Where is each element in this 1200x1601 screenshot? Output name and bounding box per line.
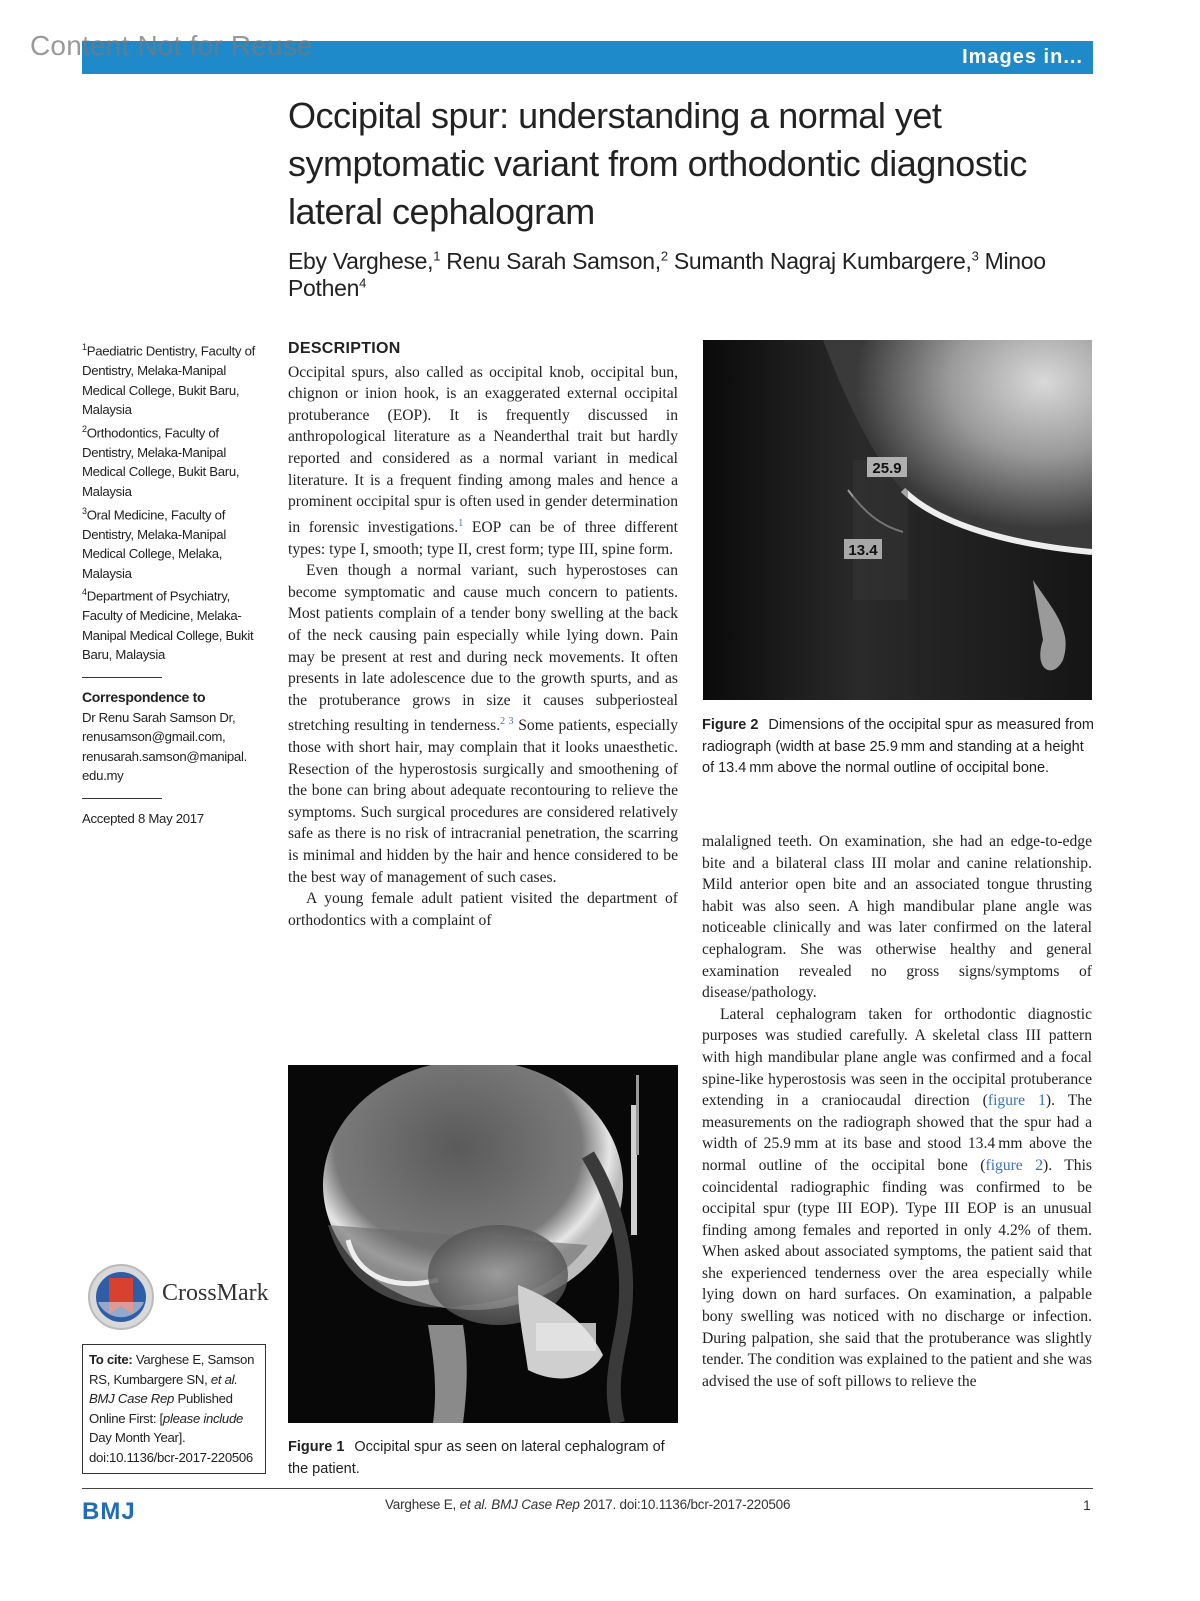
watermark: Content Not for Reuse	[30, 30, 313, 61]
affiliation: $^3$Oral Medicine, Faculty of Dentistry, Melaka-Manipal Medical College, Melaka, Malaysia	[82, 505, 226, 581]
affiliation: $^4$Department of Psychiatry, Faculty of Medicine, Melaka-Manipal Medical College, Bukit Baru, Malaysia	[82, 587, 254, 663]
paragraph: A young female adult patient visited the department of orthodontics with a complaint of	[288, 890, 678, 929]
author-name: Minoo Pothen	[288, 248, 1046, 301]
affiliation: $^2$Orthodontics, Faculty of Dentistry, Melaka-Manipal Medical College, Bukit Baru, Malaysia	[82, 423, 240, 499]
crossmark-badge[interactable]	[86, 1262, 276, 1332]
measurement-label-width	[867, 457, 907, 477]
figure-label: Figure 2	[702, 717, 759, 733]
divider	[82, 677, 162, 678]
svg-text:25.9: 25.9	[872, 460, 902, 477]
footer-citation: Varghese E, et al. BMJ Case Rep 2017. doi:10.1136/bcr-2017-220506	[385, 1497, 791, 1512]
author-name: Renu Sarah Samson,	[446, 248, 661, 274]
page-number: 1	[1083, 1497, 1091, 1513]
correspondence-email[interactable]: renusamson@gmail.com,	[82, 729, 226, 745]
paragraph: Lateral cephalogram taken for orthodontic diagnostic purposes was studied carefully. A skeletal class III pattern with high mandibular plane angle was confirmed and a focal spine-like hyperostosis was seen in the occipital protuberance extending in a craniocaudal direction (figure 1). The measurements on the radiograph showed that the spur had a width of 25.9 mm at its base and stood 13.4 mm above the normal outline of the occipital bone (figure 2). This coincidental radiographic finding was confirmed to be occipital spur (type III EOP). Type III EOP is an unusual finding among females and reported in only 4.2% of them. When asked about associated symptoms, the patient said that she experienced tenderness over the area especially while lying down on hard surfaces. On examination, a palpable bony swelling was noticed with no discharge or infection. During palpation, she said that the protuberance was slightly tender. The condition was explained to the patient and she was advised the use of soft pillows to relieve the	[702, 1005, 1092, 1390]
figure-2-image	[703, 340, 1092, 700]
figure-label: Figure 1	[288, 1439, 345, 1455]
author-affiliation-sup: 2	[660, 248, 668, 264]
figure-link[interactable]: figure 1	[987, 1092, 1046, 1110]
author-affiliation-sup: 4	[359, 275, 367, 291]
affiliation: $^1$Paediatric Dentistry, Faculty of Dentistry, Melaka-Manipal Medical College, Bukit Baru, Malaysia	[82, 342, 255, 418]
figure-2-caption: Figure 2 Dimensions of the occipital spur as measured from radiograph (width at base 25.9 mm and standing at a height of 13.4 mm above the normal outline of occipital bone.	[702, 717, 1094, 776]
body-column-right	[702, 831, 1092, 1392]
correspondence-email[interactable]: renusarah.samson@manipal.	[82, 748, 247, 764]
reference-link[interactable]: 1	[458, 517, 464, 529]
sidebar	[82, 338, 267, 829]
section-heading: DESCRIPTION	[288, 340, 401, 357]
correspondence-heading: Correspondence to	[82, 689, 206, 706]
divider	[82, 798, 162, 799]
article-title: Occipital spur: understanding a normal yet symptomatic variant from orthodontic diagnostic lateral cephalogram	[288, 95, 1027, 232]
figure-1-caption: Figure 1 Occipital spur as seen on lateral cephalogram of the patient.	[288, 1439, 665, 1477]
author-name: Eby Varghese,	[288, 248, 434, 274]
paragraph: Occipital spurs, also called as occipital knob, occipital bun, chignon or inion hook, is an exaggerated external occipital protuberance (EOP). It is frequently discussed in anthropological literature as a Neanderthal trait but hardly reported and considered as a normal variant in medical literature. It is a frequent finding among males and hence a prominent occipital spur is often used in gender determination in forensic investigations.$^1$ EOP can be of three different types: type I, smooth; type II, crest form; type III, spine form.	[288, 363, 678, 558]
cite-label: To cite:	[89, 1352, 133, 1367]
figure-link[interactable]: figure 2	[985, 1156, 1043, 1174]
measurement-label-height	[844, 539, 882, 559]
author-affiliation-sup: 3	[971, 248, 979, 264]
author-affiliation-sup: 1	[433, 248, 441, 264]
citation-box: To cite: Varghese E, Samson RS, Kumbargere SN, et al. BMJ Case Rep Published Online First: [please include Day Month Year]. doi:10.1136/bcr-2017-220506	[82, 1344, 266, 1474]
bmj-logo[interactable]: BMJ	[82, 1498, 136, 1525]
paragraph: Even though a normal variant, such hyperostoses can become symptomatic and cause much concern to patients. Most patients complain of a tender bony swelling at the back of the neck causing pain especially while lying down. Pain may be present at rest and during neck movements. It often presents in late adolescence due to the growth spurts, and as the protuberance grows in size it causes subperiosteal stretching resulting in tenderness.$^{2 3}$ Some patients, especially those with short hair, may complain that it looks unaesthetic. Resection of the hyperostosis surgically and smoothening of the bone can bring about adequate recontouring to relieve the symptoms. Such surgical procedures are considered relatively safe as there is no risk of intracranial penetration, the scarring is minimal and hidden by the hair and hence considered to be the best way of management of such cases.	[288, 562, 678, 886]
crossmark-label: CrossMark	[162, 1280, 269, 1306]
figure-1-image	[288, 1065, 678, 1423]
correspondence-email[interactable]: edu.my	[82, 768, 124, 784]
crossmark-icon	[86, 1262, 156, 1332]
author-list	[288, 248, 1108, 302]
correspondence-line: Dr Renu Sarah Samson Dr,	[82, 709, 236, 725]
footer-divider	[82, 1488, 1093, 1489]
svg-text:13.4: 13.4	[848, 542, 878, 559]
body-column-left	[288, 338, 678, 931]
author-name: Sumanth Nagraj Kumbargere,	[673, 248, 972, 274]
section-label: Images in...	[962, 46, 1083, 68]
paragraph: malaligned teeth. On examination, she had an edge-to-edge bite and a bilateral class III molar and canine relationship. Mild anterior open bite and an associated tongue thrusting habit was also seen. A high mandibular plane angle was noticeable clinically and was later confirmed on the lateral cephalogram. She was otherwise healthy and general examination revealed no gross signs/symptoms of disease/pathology.	[702, 833, 1092, 1002]
reference-link[interactable]: 2 3	[500, 716, 514, 728]
accepted-date: Accepted 8 May 2017	[82, 811, 204, 827]
